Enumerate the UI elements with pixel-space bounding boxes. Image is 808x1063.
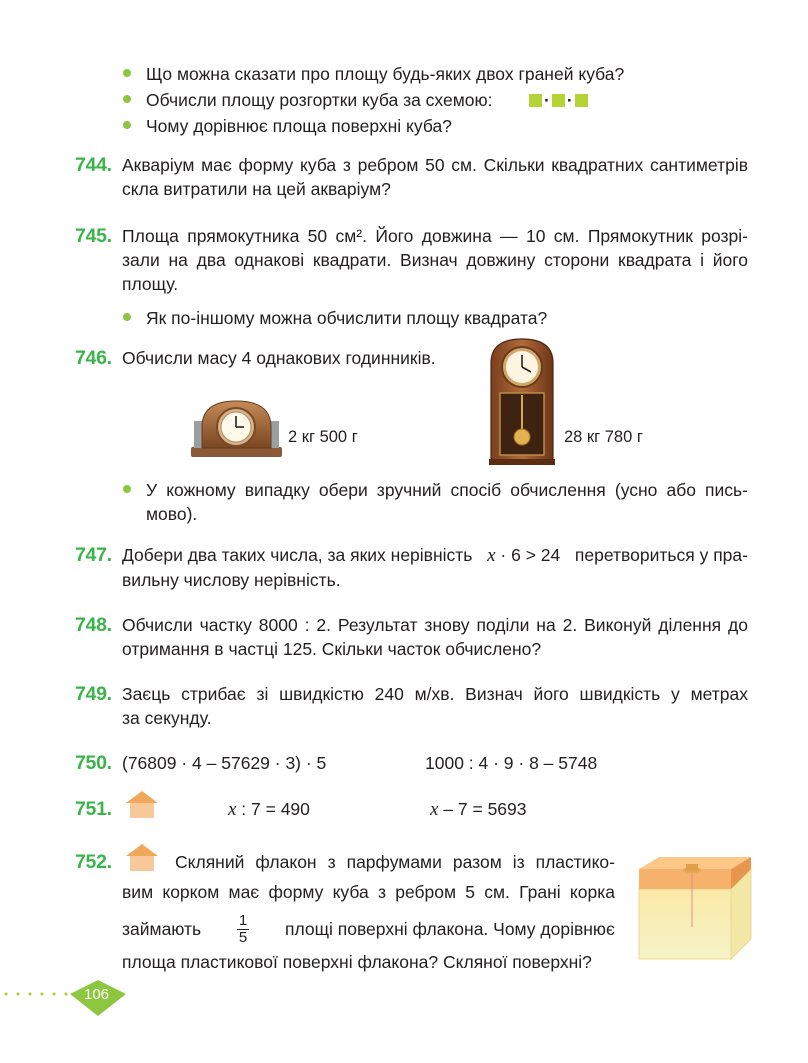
equation-1-rest: : 7 = 490 xyxy=(236,799,310,819)
problem-text-line: Заєць стрибає зі швидкістю 240 м/хв. Визнач його швидкість у метрах xyxy=(122,684,748,704)
problem-745 xyxy=(122,224,748,296)
problem-text-line xyxy=(122,910,615,948)
bullet-icon xyxy=(123,485,131,493)
problem-744 xyxy=(122,153,748,201)
problem-text-line: за секунду. xyxy=(122,708,212,728)
problem-text-line: Акваріум має форму куба з ребром 50 см. Скільки квадратних сантиметрів xyxy=(122,155,748,175)
problem-text-line xyxy=(122,543,748,568)
equation-2 xyxy=(430,797,527,822)
problem-text-line: отримання в частці 125. Скільки часток обчислено? xyxy=(122,639,542,659)
perfume-bottle-cube-icon xyxy=(637,855,754,960)
bullet-icon xyxy=(123,313,131,321)
mantel-clock-mass: 2 кг 500 г xyxy=(288,428,358,446)
scheme-dot: · xyxy=(544,90,550,110)
text-after: площі поверхні флакона. Чому дорівнює xyxy=(284,919,615,939)
problem-number: 745. xyxy=(75,225,112,247)
expression-2: 1000 : 4 · 9 · 8 – 5748 xyxy=(425,753,598,773)
fraction-denominator: 5 xyxy=(238,928,248,946)
problem-748 xyxy=(122,613,748,661)
fraction-one-fifth xyxy=(237,913,249,946)
square-icon xyxy=(529,94,542,107)
scheme-dot: · xyxy=(566,90,573,110)
question-text-line: У кожному випадку обери зручний спосіб обчислення (усно або пись- xyxy=(146,480,748,500)
problem-text-line: вим корком має форму куба з ребром 5 см. Грані корка xyxy=(122,882,615,902)
problem-number: 749. xyxy=(75,683,112,705)
problem-number: 752. xyxy=(75,851,112,873)
problem-text-line: Площа прямокутника 50 см². Його довжина — 10 см. Прямокутник розрі- xyxy=(122,226,748,246)
pendulum-clock-mass: 28 кг 780 г xyxy=(564,428,643,446)
problem-752 xyxy=(122,850,615,974)
house-icon xyxy=(124,789,160,819)
question-net-text: Обчисли площу розгортки куба за схемою: xyxy=(146,90,493,110)
question-calc-method xyxy=(146,478,748,526)
cube-net-scheme xyxy=(529,88,588,112)
problem-number: 748. xyxy=(75,614,112,636)
variable-x: x xyxy=(430,799,439,820)
expression-1: (76809 · 4 – 57629 · 3) · 5 xyxy=(122,753,327,773)
inequality xyxy=(487,543,560,568)
problem-747 xyxy=(122,543,748,592)
page-decoration xyxy=(0,980,130,1016)
variable-x: x xyxy=(228,799,237,820)
problem-number: 746. xyxy=(75,347,112,369)
problem-number: 744. xyxy=(75,154,112,176)
variable-x: x xyxy=(487,545,496,566)
problem-text-line: вильну числову нерівність. xyxy=(122,570,341,590)
question-square: Як по-іншому можна обчислити площу квадрата? xyxy=(146,308,548,328)
bullet-icon xyxy=(123,121,131,129)
problem-text-line: площу. xyxy=(122,274,179,294)
square-icon xyxy=(552,94,565,107)
text-before: Добери два таких числа, за яких нерівність xyxy=(122,545,473,565)
problem-text-line: зали на два однакові квадрати. Визнач довжину сторони квадрата і його xyxy=(122,250,748,270)
question-text-line: мово). xyxy=(146,504,198,524)
problem-text-line: Скляний флакон з парфумами разом із пластико- xyxy=(175,852,615,872)
problem-text-line: площа пластикової поверхні флакона? Скляної поверхні? xyxy=(122,952,592,972)
bullet-icon xyxy=(123,69,131,77)
question-surface: Чому дорівнює площа поверхні куба? xyxy=(146,116,452,136)
problem-746-text: Обчисли масу 4 однакових годинників. xyxy=(122,348,436,368)
bullet-icon xyxy=(123,95,131,103)
problem-number: 751. xyxy=(75,798,112,820)
question-net xyxy=(146,88,492,112)
problem-text-line: скла витратили на цей акваріум? xyxy=(122,179,391,199)
page-number: 106 xyxy=(84,986,110,1003)
equation-1 xyxy=(228,797,310,822)
text-before: займають xyxy=(122,919,202,939)
problem-number: 750. xyxy=(75,752,112,774)
problem-number: 747. xyxy=(75,544,112,566)
pendulum-clock-icon xyxy=(485,337,559,467)
fraction-numerator: 1 xyxy=(238,911,248,929)
text-after: перетвориться у пра- xyxy=(574,545,748,565)
mantel-clock-icon xyxy=(189,397,284,459)
problem-text-line: Обчисли частку 8000 : 2. Результат знову поділи на 2. Виконуй ділення до xyxy=(122,615,748,635)
square-icon xyxy=(575,94,588,107)
equation-2-rest: – 7 = 5693 xyxy=(438,799,527,819)
inequality-expr: · 6 > 24 xyxy=(500,545,561,565)
question-faces: Що можна сказати про площу будь-яких двох граней куба? xyxy=(146,64,625,84)
problem-749 xyxy=(122,682,748,730)
